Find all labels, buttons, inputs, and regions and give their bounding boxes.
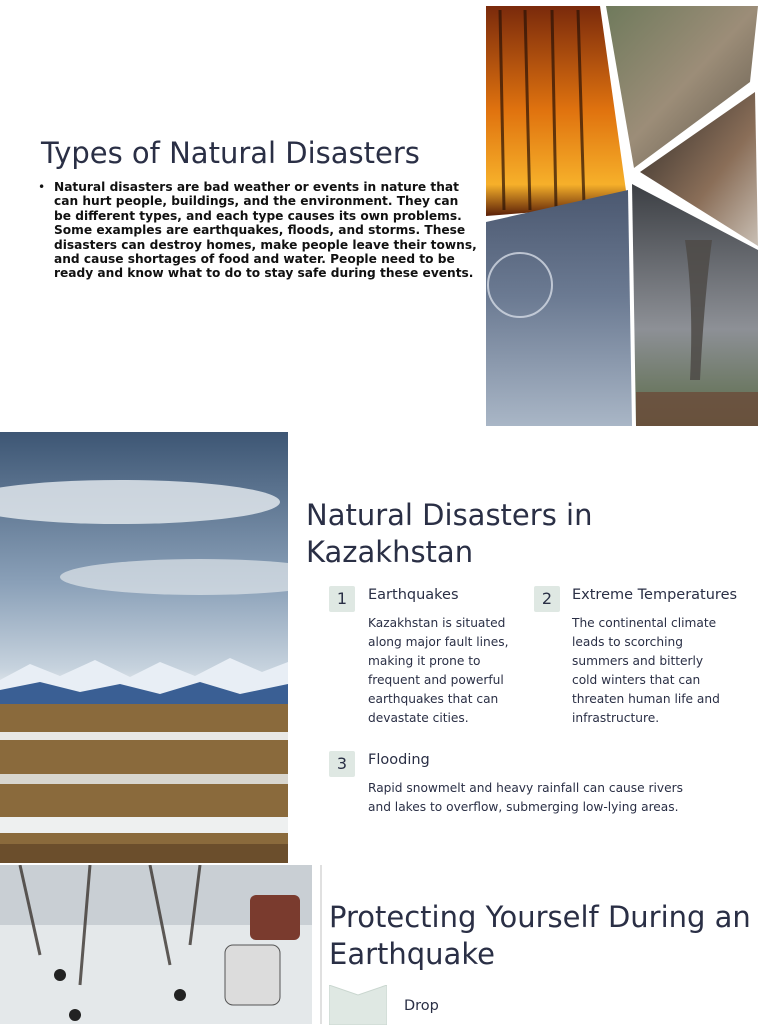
item-number-badge: 1	[329, 586, 355, 612]
item-title-earthquakes: Earthquakes	[368, 587, 459, 603]
item-text-earthquakes: Kazakhstan is situated along major fault lines, making it prone to frequent and powerful earthquakes that can devastate cities.	[368, 616, 509, 725]
item-number-badge: 3	[329, 751, 355, 777]
slide1-title: Types of Natural Disasters	[41, 136, 420, 170]
item-number-badge: 2	[534, 586, 560, 612]
step-label-drop: Drop	[404, 998, 439, 1014]
slide3-title: Protecting Yourself During an Earthquake	[329, 900, 751, 971]
vertical-divider	[320, 865, 322, 1024]
item-text-flooding: Rapid snowmelt and heavy rainfall can cause rivers and lakes to overflow, submerging low-lying areas.	[368, 781, 683, 814]
slide1-bullet: • Natural disasters are bad weather or events in nature that can hurt people, buildings, and the environment. They can be different types, and each type causes its own problems. Some examples are earthquakes, floods, and storms. These disasters can destroy homes, make people leave their towns, and cause shortages of food and water. People need to be ready and know what to do to stay safe during these events.	[38, 180, 478, 281]
disaster-photo-collage	[480, 0, 768, 430]
slide1-bullet-list	[38, 180, 478, 281]
kazakhstan-steppe-photo	[0, 432, 288, 863]
item-text-extreme-temperatures: The continental climate leads to scorching summers and bitterly cold winters that can threaten human life and infrastructure.	[572, 616, 720, 725]
step-chevron-icon	[329, 985, 387, 1025]
slide2-title: Natural Disasters in Kazakhstan	[306, 498, 593, 569]
earthquake-street-photo	[0, 865, 312, 1024]
item-title-extreme-temperatures: Extreme Temperatures	[572, 587, 738, 603]
flooded-city-photo	[486, 190, 632, 426]
item-title-flooding: Flooding	[368, 752, 430, 768]
